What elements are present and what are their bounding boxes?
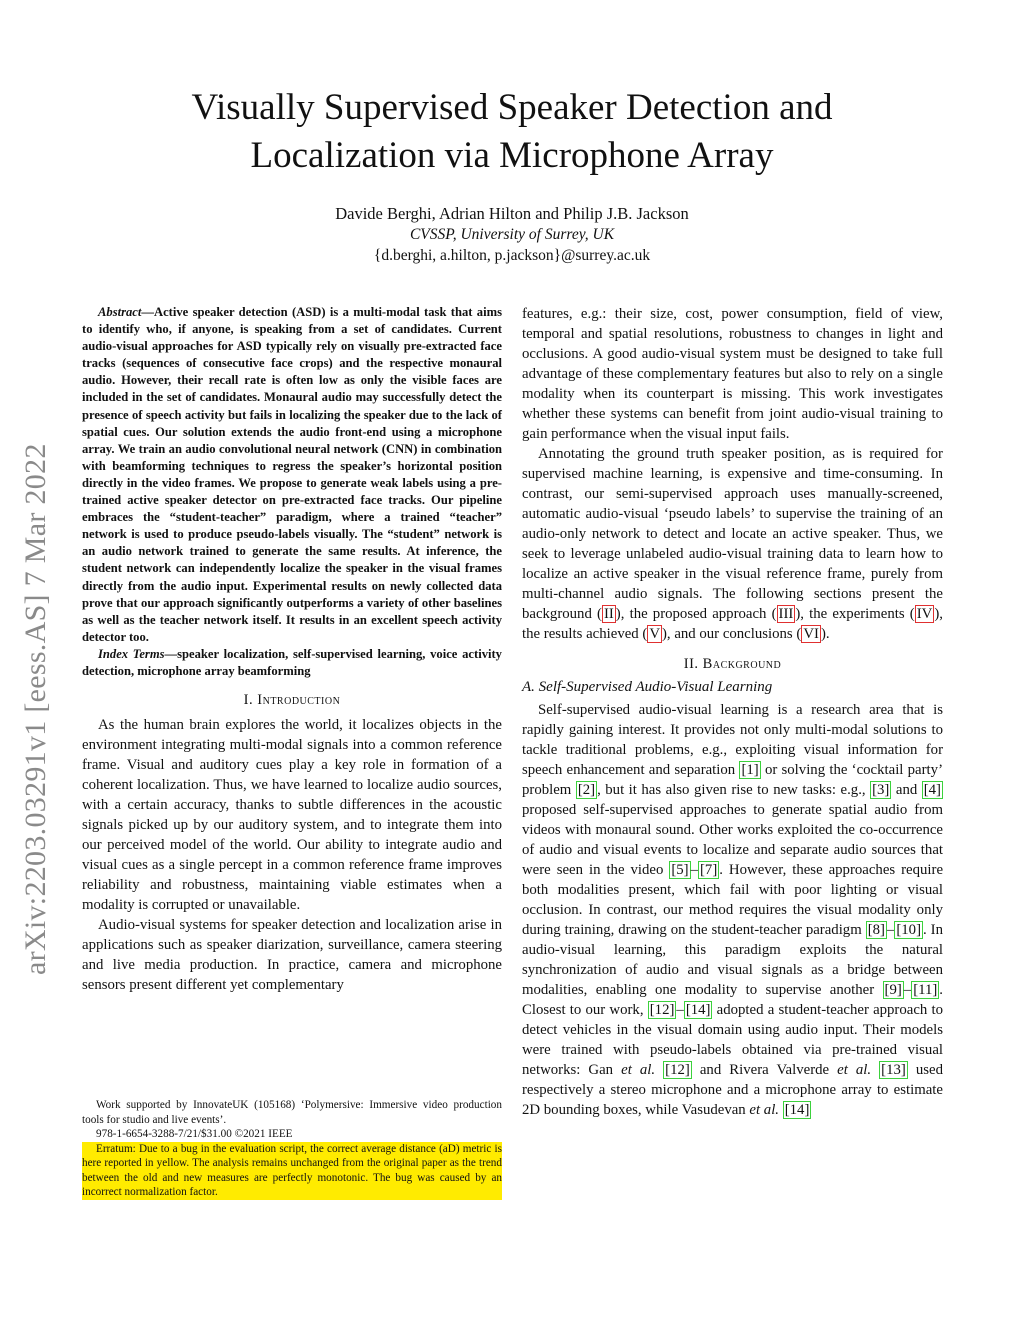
text-run: used respectively a stereo microphone and a microphone array to estimate 2D bounding boxes, while Vasudevan: [522, 1062, 944, 1118]
footnote-support: Work supported by InnovateUK (105168) ‘Polymersive: Immersive video production tools for studio and live events’.: [82, 1099, 502, 1126]
citation-14[interactable]: [14]: [685, 1002, 711, 1018]
section-heading-introduction: [82, 692, 502, 709]
section-link-ii[interactable]: II: [603, 606, 614, 622]
background-paragraph: [522, 700, 943, 1120]
citation-12[interactable]: [12]: [649, 1002, 675, 1018]
et-al: et al.: [749, 1102, 780, 1118]
intro-paragraph-2: Audio-visual systems for speaker detection and localization arise in applications such as speaker diarization, surveillance, camera steering and live media production. In practice, camera and microphone sensors present different yet complementary: [82, 917, 502, 994]
title-line-1: Visually Supervised Speaker Detection and: [191, 87, 833, 128]
text-run: ).: [820, 626, 830, 642]
citation-13[interactable]: [13]: [881, 1062, 906, 1078]
citation-14[interactable]: [14]: [784, 1102, 810, 1118]
index-terms: [82, 646, 502, 680]
text-run: proposed self-supervised approaches to generate spatial audio from videos with monaural sound. Other works exploited the co-occurrence of audio and visual events to localize and separate audio sources that were seen in the video: [522, 802, 943, 878]
citation-8[interactable]: [8]: [867, 922, 885, 938]
abstract-text: —Active speaker detection (ASD) is a multi-modal task that aims to identify who, if anyone, is speaking from a set of candidates. Current audio-visual approaches for ASD typically rely on visually pre-extracted face tracks (sequences of consecutive face crops) and the respective monaural audio. However, their recall rate is often low as only the visible faces are included in the set of candidates. Monaural audio may successfully detect the presence of speech activity but fails in localizing the speaker due to the lack of spatial cues. Our solution extends the audio front-end using a microphone array. We train an audio convolutional neural network (CNN) in combination with beamforming techniques to regress the speaker’s horizontal position directly in the video frames. We propose to generate weak labels using a pre-trained active speaker detector on pre-extracted face tracks. Our pipeline embraces the “student-teacher” paradigm, where a trained “teacher” network is used to produce pseudo-labels visually. The “student” network is an audio network trained to generate the same results. At inference, the student network can independently localize the speaker in the visual frames directly from the audio input. Experimental results on newly collected data prove that our approach significantly outperforms a variety of other baselines as well as the teacher network itself. It results in an excellent speech activity detector too.: [82, 305, 502, 644]
text-run: . In audio-visual learning, this paradigm exploits the natural synchronization of audio and visual signals as a bridge between modalities, enabling one modality to supervise another: [522, 922, 943, 998]
intro-paragraph-1: As the human brain explores the world, it localizes objects in the environment integrating multi-modal signals into a common reference frame. Visual and auditory cues play a key role in formation of a coherent localization. Thus, we have learned to localize audio sources, with a certain accuracy, thanks to subtle differences in the acoustic signals picked up by our auditory system, and to integrate them into our perceived model of the world. Our ability to integrate audio and visual cues as a single percept in a common reference frame improves reliability and robustness, maintaining viable estimates when a modality is corrupted or unavailable.: [82, 717, 502, 914]
text-run: –: [903, 982, 912, 998]
section-name: Introduction: [257, 692, 341, 709]
index-terms-lead: Index Terms: [98, 646, 165, 661]
right-paragraph-1: features, e.g.: their size, cost, power consumption, field of view, temporal and spatial resolutions, robustness to changes in light and occlusions. A good audio-visual system must be designed to take full advantage of these complementary features but also to rely on a single modality when its counterpart is missing. This work investigates whether these systems can benefit from joint audio-visual training to gain performance when the visual input fails.: [522, 306, 943, 442]
section-name: Background: [702, 656, 782, 672]
citation-12[interactable]: [12]: [665, 1062, 690, 1078]
section-link-iv[interactable]: IV: [916, 606, 933, 622]
citation-7[interactable]: [7]: [700, 862, 718, 878]
abstract: [82, 304, 502, 646]
right-column: [522, 304, 943, 1120]
author-names: Davide Berghi, Adrian Hilton and Philip J.B. Jackson: [335, 204, 689, 223]
text-run: –: [690, 862, 698, 878]
text-run: Self-supervised audio-visual learning is a research area that is rapidly gaining interest. It provides not only multi-modal solutions to tackle traditional problems, e.g., exploiting visual information for speech enhancement and separation: [522, 702, 943, 778]
erratum-note: Erratum: Due to a bug in the evaluation script, the correct average distance (aD) metric is here reported in yellow. The analysis remains unchanged from the original paper as the trend between the old and new measures are perfectly monotonic. The bug was caused by an incorrect normalization factor.: [82, 1142, 502, 1198]
author-emails: {d.berghi, a.hilton, p.jackson}@surrey.ac.uk: [373, 247, 651, 264]
section-number: II.: [683, 656, 703, 672]
text-run: ), and our conclusions (: [662, 626, 802, 642]
title-line-2: Localization via Microphone Array: [250, 135, 774, 176]
arxiv-stamp: arXiv:2203.03291v1 [eess.AS] 7 Mar 2022: [19, 443, 52, 975]
section-number: I.: [243, 692, 258, 709]
left-column: [82, 304, 502, 995]
text-run: ), the experiments (: [795, 606, 915, 622]
text-run: [655, 1062, 663, 1078]
text-run: –: [676, 1002, 684, 1018]
text-run: adopted a student-teacher approach to detect vehicles in the visual domain using audio input. Their models were trained with pseudo-labels obtained via pre-trained visual networks: Gan: [522, 1002, 944, 1078]
footnote-isbn: 978-1-6654-3288-7/21/$31.00 ©2021 IEEE: [96, 1128, 293, 1140]
subsection-heading: A. Self-Supervised Audio-Visual Learning: [522, 679, 773, 695]
author-block: [150, 203, 874, 266]
text-run: and: [891, 782, 922, 798]
text-run: Annotating the ground truth speaker position, as is required for supervised machine learning, is expensive and time-consuming. In contrast, our semi-supervised approach uses manually-screened, automatic audio-visual ‘pseudo labels’ to supervise the training of an audio-only network to detect and locate an active speaker. Thus, we seek to leverage unlabeled audio-visual training data to learn how to localize an active speaker in the visual reference frame, purely from multi-channel audio signals. The following sections present the background (: [522, 446, 943, 622]
paper-title: [120, 84, 904, 180]
text-run: ), the results achieved (: [522, 606, 943, 642]
affiliation: CVSSP, University of Surrey, UK: [409, 226, 615, 243]
section-link-vi[interactable]: VI: [803, 626, 819, 642]
citation-3[interactable]: [3]: [872, 782, 890, 798]
text-run: . Closest to our work,: [522, 982, 943, 1018]
citation-9[interactable]: [9]: [884, 982, 902, 998]
text-run: , but it has also given rise to new tasks: e.g.,: [597, 782, 871, 798]
footnote-block: [82, 1098, 502, 1200]
text-run: [871, 1062, 879, 1078]
index-terms-text: —speaker localization, self-supervised learning, voice activity detection, microphone array beamforming: [82, 646, 502, 678]
citation-1[interactable]: [1]: [741, 762, 759, 778]
citation-10[interactable]: [10]: [896, 922, 922, 938]
text-run: –: [886, 922, 895, 938]
section-link-v[interactable]: V: [649, 626, 660, 642]
text-run: or solving the ‘cocktail party’ problem: [522, 762, 943, 798]
text-run: ), the proposed approach (: [615, 606, 777, 622]
abstract-lead: Abstract: [98, 305, 142, 319]
citation-11[interactable]: [11]: [913, 982, 938, 998]
citation-5[interactable]: [5]: [671, 862, 689, 878]
right-paragraph-2: [522, 444, 943, 644]
text-run: . However, these approaches require both modalities present, which fail with poor lighting or visual occlusion. In contrast, our method requires the visual modality only during training, drawing on the student-teacher paradigm: [522, 862, 944, 938]
citation-4[interactable]: [4]: [923, 782, 941, 798]
citation-2[interactable]: [2]: [577, 782, 596, 798]
et-al: et al.: [621, 1062, 656, 1078]
section-link-iii[interactable]: III: [778, 606, 794, 622]
text-run: and Rivera Valverde: [691, 1062, 838, 1078]
section-heading-background: [522, 656, 943, 673]
et-al: et al.: [837, 1062, 872, 1078]
